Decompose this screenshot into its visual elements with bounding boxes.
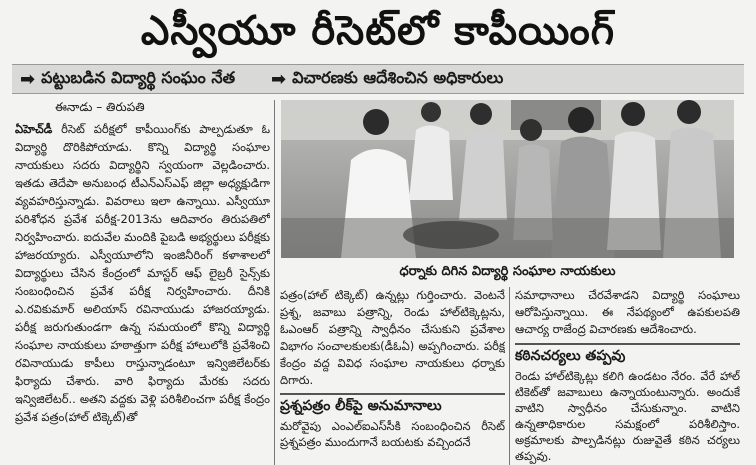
news-photo xyxy=(281,100,734,258)
article-column-2: పత్రం(హాల్ టిక్కెట్) ఉన్నట్లు గుర్తించారు. వెంటనే ప్రశ్న, జవాబు పత్రాన్ని, రెండు హాల్‌టిక్కెట్లను, ఓఎంఆర్ పత్రాన్ని స్వాధీనం చేసుకుని ప్రవేశాల విభాగం సంచాలకులకు(డీఓఏ) అప్పగించారు. పరీక్ష కేంద్రం వద్ద వివిధ సంఘాల నాయకులు ధర్నాకు దిగారు. xyxy=(280,288,505,387)
photo-caption: ధర్నాకు దిగిన విద్యార్థి సంఘాల నాయకులు xyxy=(399,264,616,279)
article-column-3: సమాధానాలు చేరవేశాడని విద్యార్థి సంఘాలు ఆరోపిస్తున్నాయి. ఈ నేపథ్యంలో ఉపకులపతి ఆచార్య రాజేంద్ర విచారణకు ఆదేశించారు. xyxy=(515,288,740,336)
column-lead: ఏహెచ్‌డీ xyxy=(15,122,53,136)
subheading-leak: ప్రశ్నపత్రం లీక్‌పై అనుమానాలు xyxy=(280,393,505,417)
subheads-bar xyxy=(12,64,744,94)
article-column-1 xyxy=(15,120,270,465)
article-column-2-continued: మరోవైపు ఎంఎల్ఐఎస్‌సీకి సంబంధించిన రీసెట్ ప్రశ్నపత్రం ముందుగానే బయటకు వచ్చిందనే xyxy=(280,419,505,449)
subheading-action: కఠినచర్యలు తప్పవు xyxy=(515,343,740,367)
article-column-3-continued: రెండు హాల్‌టిక్కెట్లు కలిగి ఉండటం నేరం. వేరే హాల్ టికెట్‌తో జవాబులు ఉన్నాయంటున్నారు. అందుకే వాటిని స్వాధీనం చేసుకున్నాం. వాటిని ఉన్నతాధికారుల సమక్షంలో పరిశీలిస్తాం. అక్రమాలకు పాల్పడినట్లు రుజువైతే కఠిన చర్యలు తప్పవు. xyxy=(515,369,740,463)
dateline: ఈనాడు – తిరుపతి xyxy=(55,100,145,114)
arrow-right-icon: ➡ xyxy=(271,68,287,90)
subhead-right: విచారణకు ఆదేశించిన అధికారులు xyxy=(292,67,504,87)
arrow-right-icon: ➡ xyxy=(20,68,36,90)
column-body: రీసెట్ పరీక్షలో కాపీయింగ్‌కు పాల్పడుతూ ఓ విద్యార్థి దొరికిపోయాడు. కొన్ని విద్యార్థి సంఘాల నాయకులు సదరు విద్యార్థిని స్వయంగా వెల్లడించారు. ఇతడు తెదేపా అనుబంధ టీఎన్ఎస్ఎఫ్ జిల్లా అధ్యక్షుడిగా వ్యవహరిస్తున్నాడు. వివరాలు ఇలా ఉన్నాయి. ఎస్వీయూ పరిశోధన ప్రవేశ పరీక్ష-2013ను ఆదివారం తిరుపతిలో నిర్వహించారు. ఐదువేల మందికి పైబడి అభ్యర్థులు పరీక్షకు హాజరయ్యారు. ఎస్వీయూలోని ఇంజినీరింగ్ కళాశాలలో విద్యార్థులు చేసిన కేంద్రంలో మాస్టర్ ఆఫ్ లైబ్రరీ సైన్స్‌కు సంబంధించిన ప్రవేశ పరీక్ష నిర్వహించారు. దీనికి ఎ.రవికుమార్ అలియాస్ రవినాయుడు హాజరయ్యాడు. పరీక్ష జరుగుతుండగా ఉన్న సమయంలో కొన్ని విద్యార్థి సంఘాల నాయకులు హఠాత్తుగా పరీక్ష హాలులోకి ప్రవేశించి రవినాయుడు కాపీలు రాస్తున్నాడంటూ ఇన్విజిలేటర్‌కు ఫిర్యాదు చేశారు. వారి ఫిర్యాదు మేరకు సదరు ఇన్విజిలేటర్.. అతని వద్దకు వెళ్లి పరిశీలించగా పరీక్ష కేంద్రం ప్రవేశ పత్రం(హాల్ టిక్కెట్)తో xyxy=(15,122,270,424)
headline: ఎస్వీయూ రీసెట్‌లో కాపీయింగ్ xyxy=(140,8,616,54)
subhead-left: పట్టుబడిన విద్యార్థి సంఘం నేత xyxy=(41,67,236,87)
